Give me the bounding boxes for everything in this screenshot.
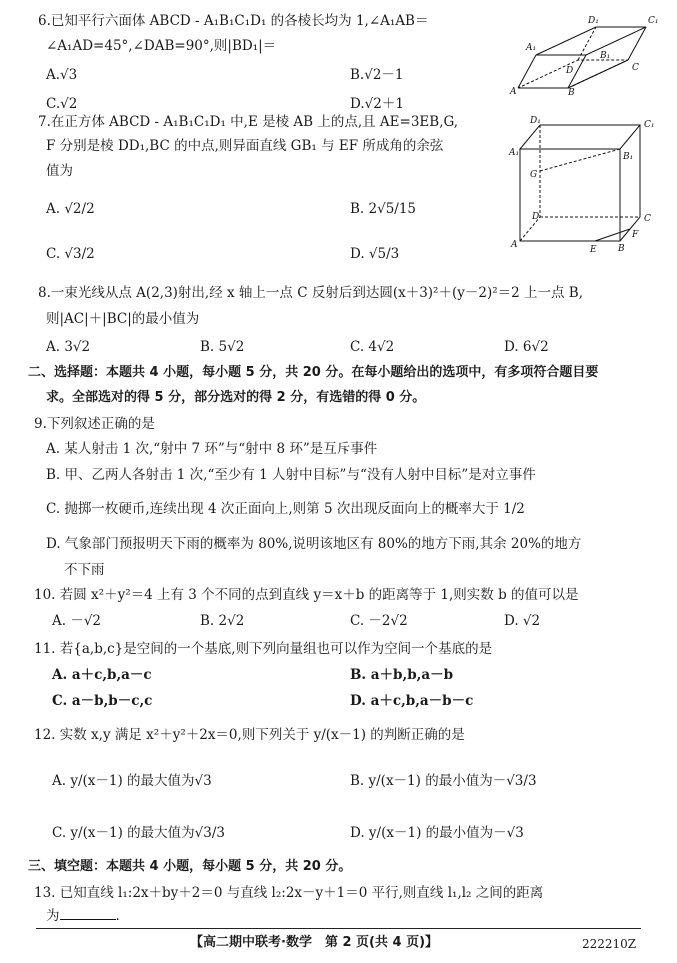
- q9-option-a: A. 某人射击 1 次,“射中 7 环”与“射中 8 环”是互斥事件: [46, 441, 378, 457]
- fig1-label-a1: A₁: [526, 43, 537, 53]
- fig1-label-d: D: [566, 66, 574, 76]
- q6-option-d: D.√2＋1: [350, 96, 404, 112]
- fig2-label-a1: A₁: [509, 148, 520, 158]
- q11-option-c: C. a－b,b－c,c: [52, 693, 153, 709]
- q8-line1: 8.一束光线从点 A(2,3)射出,经 x 轴上一点 C 反射后到达圆(x＋3)²＋(y－2)²＝2 上一点 B,: [38, 285, 584, 301]
- q10-option-d: D. √2: [504, 613, 541, 629]
- q6-option-c: C.√2: [46, 96, 78, 112]
- q11-stem: 11. 若{a,b,c}是空间的一个基底,则下列向量组也可以作为空间一个基底的是: [34, 641, 493, 657]
- q10-option-a: A. －√2: [52, 613, 102, 629]
- fig2-label-d1: D₁: [530, 116, 541, 126]
- q7-option-a: A. √2/2: [46, 201, 95, 217]
- section2-header-line1: 二、选择题：本题共 4 小题，每小题 5 分，共 20 分。在每小题给出的选项中，有多项符合题目要: [28, 365, 599, 380]
- q11-option-a: A. a＋c,b,a－c: [52, 667, 152, 683]
- q6-option-b: B.√2－1: [350, 67, 404, 83]
- q7-line2: F 分别是棱 DD₁,BC 的中点,则异面直线 GB₁ 与 EF 所成角的余弦: [46, 138, 444, 154]
- q10-stem: 10. 若圆 x²＋y²＝4 上有 3 个不同的点到直线 y＝x＋b 的距离等于 1,则实数 b 的值可以是: [34, 587, 579, 603]
- q10-option-c: C. －2√2: [350, 613, 408, 629]
- q9-option-d-line2: 不下雨: [64, 562, 105, 578]
- q8-option-b: B. 5√2: [200, 339, 245, 355]
- q8-line2: 则|AC|＋|BC|的最小值为: [46, 311, 200, 327]
- q11-option-b: B. a＋b,b,a－b: [350, 667, 454, 683]
- q7-option-b: B. 2√5/15: [350, 201, 417, 217]
- q7-line3: 值为: [46, 163, 73, 179]
- fig1-label-a: A: [510, 87, 517, 95]
- q9-option-c: C. 抛掷一枚硬币,连续出现 4 次正面向上,则第 5 次出现反面向上的概率大于 1/2: [46, 501, 525, 517]
- q12-option-b: B. y/(x－1) 的最小值为－√3/3: [350, 773, 537, 789]
- fig2-label-c1: C₁: [644, 120, 655, 130]
- fig2-label-f: F: [632, 230, 639, 240]
- q8-option-c: C. 4√2: [350, 339, 395, 355]
- q12-stem: 12. 实数 x,y 满足 x²＋y²＋2x＝0,则下列关于 y/(x－1) 的判断正确的是: [34, 727, 465, 743]
- fig2-label-d: D: [532, 212, 540, 222]
- q13-line1: 13. 已知直线 l₁:2x＋by＋2＝0 与直线 l₂:2x－y＋1＝0 平行,则直线 l₁,l₂ 之间的距离: [34, 885, 544, 901]
- q12-option-d: D. y/(x－1) 的最小值为－√3: [350, 825, 524, 841]
- q12-option-a: A. y/(x－1) 的最大值为√3: [52, 773, 212, 789]
- q13-answer-blank[interactable]: [60, 907, 116, 920]
- fig2-label-g: G: [530, 170, 538, 180]
- section2-header-line2: 求。全部选对的得 5 分，部分选对的得 2 分，有选错的得 0 分。: [46, 390, 426, 405]
- fig1-label-c1: C₁: [648, 16, 659, 26]
- q13-line2: [46, 907, 120, 925]
- fig1-label-d1: D₁: [588, 16, 599, 26]
- fig1-label-c: C: [632, 63, 639, 73]
- fig2-label-b1: B₁: [623, 152, 634, 162]
- q6-option-a: A.√3: [46, 67, 78, 83]
- q9-option-b: B. 甲、乙两人各射击 1 次,“至少有 1 人射中目标”与“没有人射中目标”是对立事件: [46, 467, 536, 483]
- footer-code: 222210Z: [582, 937, 637, 951]
- q6-line1: 6.已知平行六面体 ABCD - A₁B₁C₁D₁ 的各棱长均为 1,∠A₁AB＝: [38, 13, 429, 29]
- q13-prefix: 为: [46, 908, 60, 924]
- q11-option-d: D. a＋c,b,a－b－c: [350, 693, 474, 709]
- q7-option-d: D. √5/3: [350, 246, 400, 262]
- q7-line1: 7.在正方体 ABCD - A₁B₁C₁D₁ 中,E 是棱 AB 上的点,且 AE=3EB,G,: [38, 114, 459, 130]
- cube-figure: [508, 115, 668, 257]
- q13-suffix: .: [115, 908, 120, 924]
- fig2-label-c: C: [644, 214, 651, 224]
- q8-option-a: A. 3√2: [46, 339, 91, 355]
- fig1-label-b: B: [568, 88, 575, 95]
- parallelepiped-figure: [508, 10, 668, 95]
- q12-option-c: C. y/(x－1) 的最大值为√3/3: [52, 825, 225, 841]
- section3-header: 三、填空题：本题共 4 小题，每小题 5 分，共 20 分。: [28, 859, 352, 874]
- fig2-label-b: B: [618, 244, 625, 254]
- footer-page-info: 【高二期中联考·数学 第 2 页(共 4 页)】: [190, 935, 439, 950]
- fig1-label-b1: B₁: [600, 51, 611, 61]
- q9-option-d-line1: D. 气象部门预报明天下雨的概率为 80%,说明该地区有 80%的地方下雨,其余 20%的地方: [46, 536, 582, 552]
- footer-divider: [36, 928, 641, 929]
- fig2-label-e: E: [590, 245, 597, 255]
- q8-option-d: D. 6√2: [504, 339, 549, 355]
- q10-option-b: B. 2√2: [200, 613, 245, 629]
- fig2-label-a: A: [511, 240, 518, 250]
- q7-option-c: C. √3/2: [46, 246, 95, 262]
- q9-stem: 9.下列叙述正确的是: [34, 416, 155, 432]
- q6-line2: ∠A₁AD=45°,∠DAB=90°,则|BD₁|＝: [46, 38, 277, 54]
